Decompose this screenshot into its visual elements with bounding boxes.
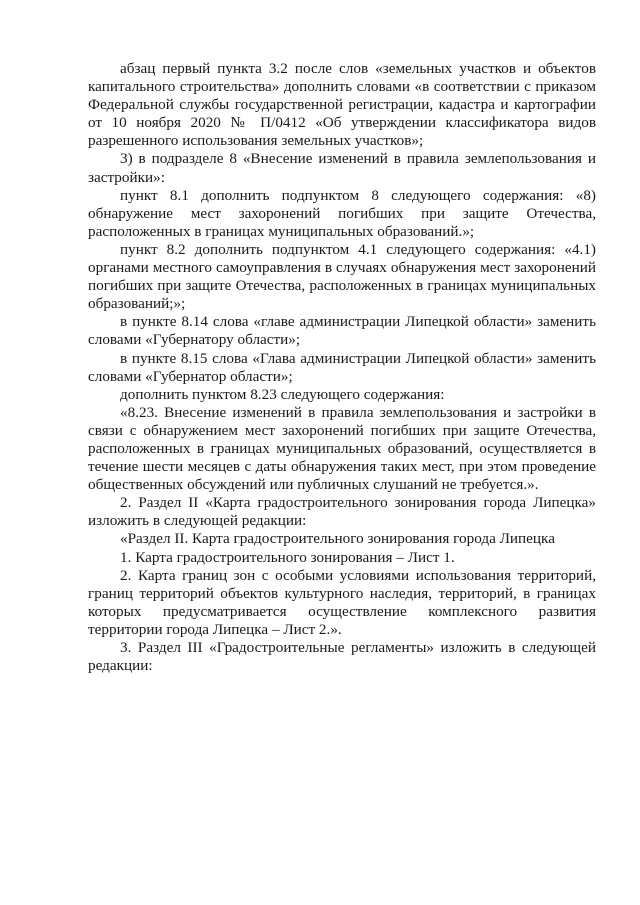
- paragraph-point-8-1: пункт 8.1 дополнить подпунктом 8 следующего содержания: «8) обнаружение мест захоронений погибших при защите Отечества, расположенных в границах муниципальных образований.»;: [88, 186, 596, 240]
- document-page: [88, 60, 596, 675]
- paragraph-subsection-8: 3) в подразделе 8 «Внесение изменений в правила землепользования и застройки»:: [88, 150, 596, 186]
- paragraph-section-2-title: «Раздел II. Карта градостроительного зонирования города Липецка: [120, 530, 555, 548]
- paragraph-8-23-text: «8.23. Внесение изменений в правила землепользования и застройки в связи с обнаружением мест захоронений погибших при защите Отечества, расположенных в границах муниципальных образований, осуществляется в течение шести месяцев с даты обнаружения таких мест, при этом проведение общественных обсуждений или публичных слушаний не требуется.».: [88, 403, 596, 494]
- paragraph-sheet-1: 1. Карта градостроительного зонирования – Лист 1.: [120, 548, 455, 566]
- paragraph-point-8-14: в пункте 8.14 слова «главе администрации Липецкой области» заменить словами «Губернатору области»;: [88, 313, 596, 349]
- paragraph-sheet-2: 2. Карта границ зон с особыми условиями использования территорий, границ территорий объектов культурного наследия, территорий, в границах которых предусматривается осуществление комплексного развития территории города Липецка – Лист 2.».: [88, 566, 596, 638]
- paragraph-section-3: 3. Раздел III «Градостроительные регламенты» изложить в следующей редакции:: [88, 639, 596, 675]
- paragraph-section-2: 2. Раздел II «Карта градостроительного зонирования города Липецка» изложить в следующей редакции:: [88, 494, 596, 530]
- paragraph-point-8-15: в пункте 8.15 слова «Глава администрации Липецкой области» заменить словами «Губернатор области»;: [88, 349, 596, 385]
- paragraph-amendment-3-2: абзац первый пункта 3.2 после слов «земельных участков и объектов капитального строительства» дополнить словами «в соответствии с приказом Федеральной службы государственной регистрации, кадастра и картографии от 10 ноября 2020 № П/0412 «Об утверждении классификатора видов разрешенного использования земельных участков»;: [88, 60, 596, 150]
- paragraph-add-8-23: дополнить пунктом 8.23 следующего содержания:: [120, 385, 445, 403]
- paragraph-point-8-2: пункт 8.2 дополнить подпунктом 4.1 следующего содержания: «4.1) органами местного самоуправления в случаях обнаружения мест захоронений погибших при защите Отечества, расположенных в границах муниципальных образований;»;: [88, 240, 596, 313]
